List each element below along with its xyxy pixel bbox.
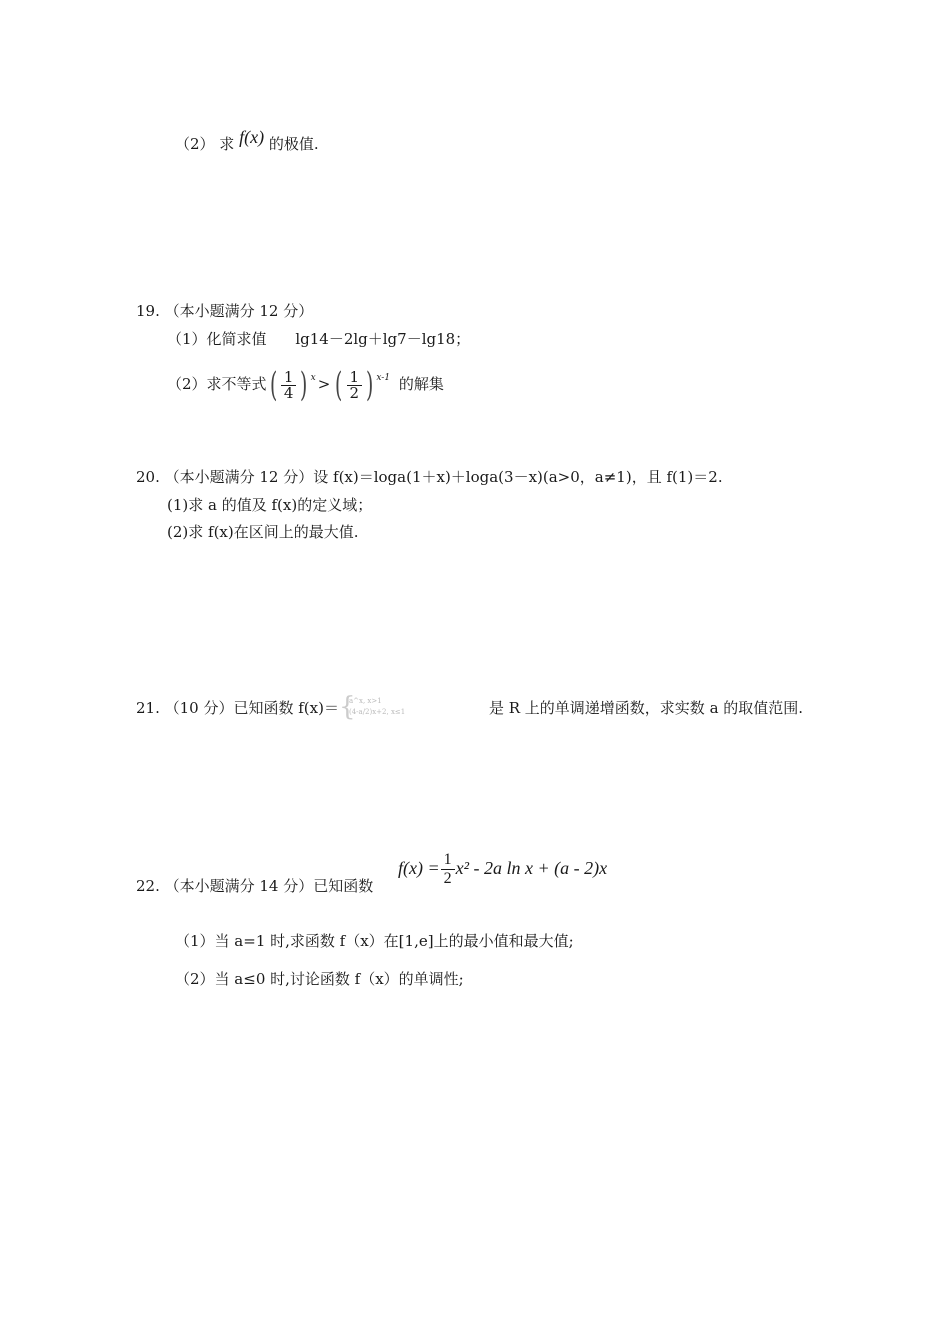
q22-formula-lhs: f(x) = [398, 858, 440, 878]
q19-part1-label: （1）化简求值 [167, 330, 267, 348]
q18-part2 [175, 127, 319, 154]
q22-formula-rest: x² - 2a ln x + (a - 2)x [455, 858, 608, 878]
q20-part1: (1)求 a 的值及 f(x)的定义域； [167, 496, 373, 514]
q22-formula [398, 846, 607, 890]
q19-part1 [167, 329, 470, 349]
q21-line [136, 692, 804, 722]
q19-header: 19. （本小题满分 12 分） [136, 302, 314, 320]
q19-right-fraction: $\frac{1}{2}$ [347, 370, 363, 401]
q19-right-exponent: x-1 [376, 373, 391, 383]
q22-part2: （2）当 a≤0 时,讨论函数 f（x）的单调性; [175, 970, 464, 988]
q20-part2: (2)求 f(x)在区间上的最大值. [167, 523, 359, 541]
q19-inequality-sign: > [317, 375, 331, 393]
q18-part2-prefix: （2） 求 [175, 135, 235, 153]
q20-header: 20. （本小题满分 12 分）设 f(x)＝loga(1＋x)＋loga(3－x)(a>0，a≠1)，且 f(1)＝2. [136, 468, 723, 486]
q19-part1-expr: lg14－2lg＋lg7－lg18； [295, 330, 471, 348]
q19-left-fraction: $\frac{1}{4}$ [281, 370, 297, 401]
q22-part1: （1）当 a=1 时,求函数 f（x）在[1,e]上的最小值和最大值; [175, 932, 574, 950]
q19-part2: （2）求不等式( $\frac{1}{4}$ ) $^x$ > ( $\frac{1}{2}$ ) $^{x-1}$ 的解集 [167, 365, 444, 405]
q21-suffix: 是 R 上的单调递增函数，求实数 a 的取值范围. [488, 699, 804, 717]
q21-prefix: 21. （10 分）已知函数 f(x)＝ [136, 699, 339, 717]
q22-header: 22. （本小题满分 14 分）已知函数 [136, 877, 374, 895]
q18-function: f(x) [239, 127, 265, 147]
q19-part2-suffix: 的解集 [398, 375, 444, 393]
q19-part2-label: （2）求不等式 [167, 375, 267, 393]
q19-left-exponent: x [310, 373, 316, 383]
q18-part2-suffix: 的极值. [268, 135, 319, 153]
q22-formula-fraction: $\frac{1}{2}$ [441, 851, 455, 888]
q21-piecewise-function: { a^x, x>1 (4-a/2)x+2, x≤1 [338, 692, 406, 722]
